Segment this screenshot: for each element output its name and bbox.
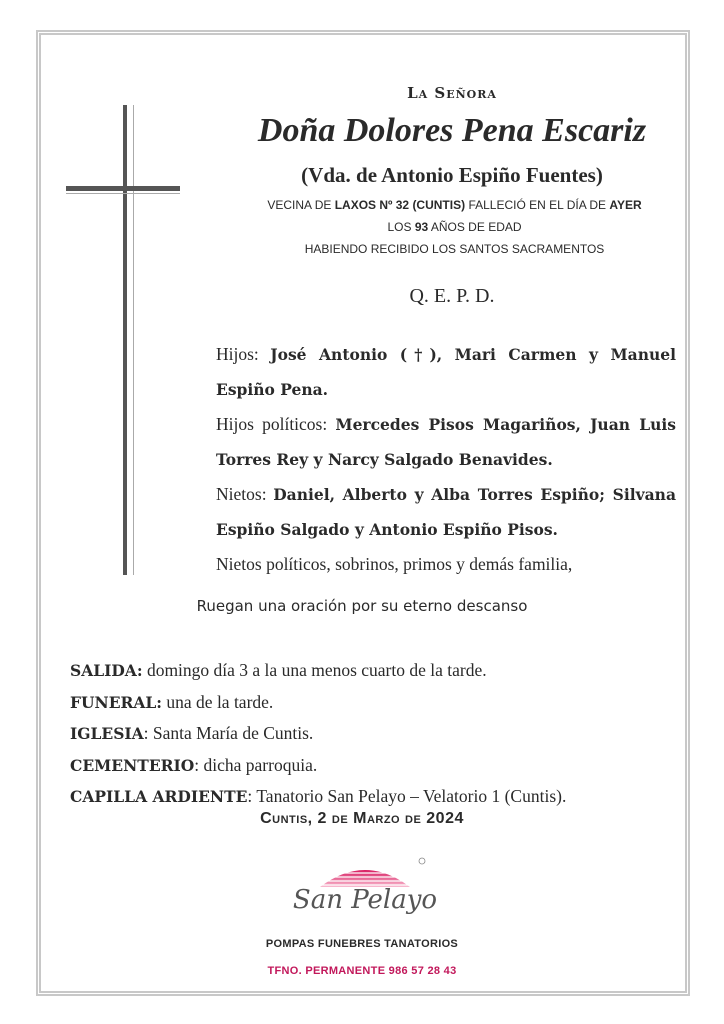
schedule-item-funeral: FUNERAL: una de la tarde. bbox=[70, 691, 274, 712]
grandchildren: Nietos: Daniel, Alberto y Alba Torres Espiño; Silvana Espiño Salgado y Antonio Espiño Pisos. bbox=[216, 484, 676, 539]
death-line: VECINA DE LAXOS Nº 32 (CUNTIS) FALLECIÓ EN EL DÍA DE AYER bbox=[267, 198, 642, 212]
sacraments-line: HABIENDO RECIBIDO LOS SANTOS SACRAMENTOS bbox=[304, 242, 605, 256]
schedule-item-salida: SALIDA: domingo día 3 a la una menos cuarto de la tarde. bbox=[70, 660, 487, 680]
phone: TFNO. PERMANENTE 986 57 28 43 bbox=[267, 965, 457, 977]
children: Hijos: José Antonio (†), Mari Carmen y Manuel Espiño Pena. bbox=[216, 344, 676, 399]
widow-of: (Vda. de Antonio Espiño Fuentes) bbox=[301, 163, 603, 187]
schedule bbox=[70, 655, 670, 813]
schedule-item-iglesia: IGLESIA: Santa María de Cuntis. bbox=[70, 723, 314, 743]
company-name: POMPAS FUNEBRES TANATORIOS bbox=[265, 938, 459, 950]
qepd: Q. E. P. D. bbox=[409, 285, 495, 307]
schedule-item-cementerio: CEMENTERIO: dicha parroquia. bbox=[70, 754, 318, 775]
other-family: Nietos políticos, sobrinos, primos y demás familia, bbox=[216, 554, 573, 574]
children-in-law: Hijos políticos: Mercedes Pisos Magariños, Juan Luis Torres Rey y Narcy Salgado Benavides. bbox=[216, 414, 676, 469]
prayer-request: Ruegan una oración por su eterno descanso bbox=[196, 597, 528, 615]
family-section bbox=[216, 337, 676, 581]
age-line: LOS 93 AÑOS DE EDAD bbox=[387, 220, 522, 234]
logo-text: San Pelayo bbox=[292, 885, 438, 915]
schedule-item-capilla: CAPILLA ARDIENTE: Tanatorio San Pelayo – Velatorio 1 (Cuntis). bbox=[70, 786, 567, 806]
title-prefix: La Señora bbox=[407, 84, 497, 102]
deceased-name: Doña Dolores Pena Escariz bbox=[257, 112, 647, 149]
date-line: Cuntis, 2 de Marzo de 2024 bbox=[260, 810, 464, 827]
company-logo bbox=[290, 855, 440, 930]
